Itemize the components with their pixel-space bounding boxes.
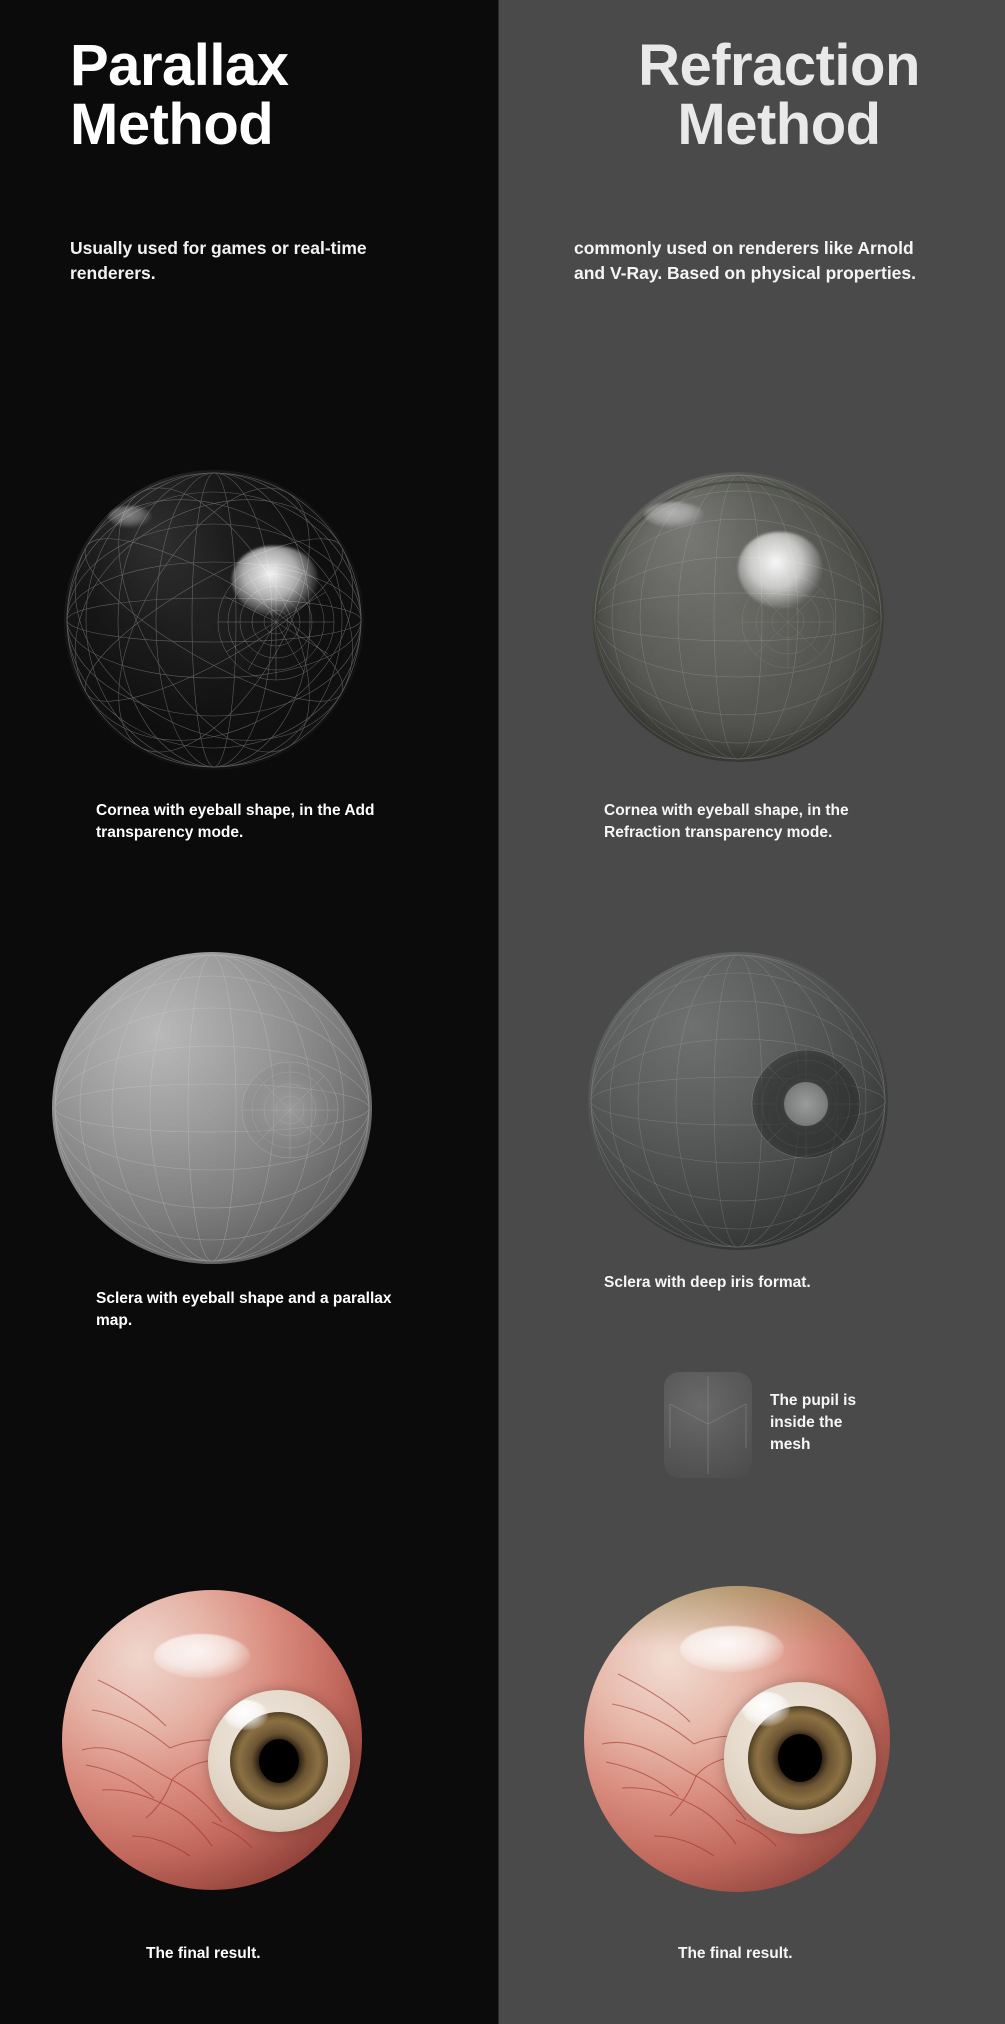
pupil bbox=[778, 1734, 822, 1782]
column-divider bbox=[498, 0, 499, 2024]
corneal-highlight bbox=[224, 1700, 268, 1730]
sclera-highlight bbox=[154, 1634, 250, 1678]
specular-highlight bbox=[232, 546, 318, 616]
pupil-mesh-render bbox=[664, 1372, 752, 1478]
refraction-sclera-render bbox=[588, 952, 888, 1250]
parallax-method-column bbox=[0, 0, 498, 2024]
refraction-method-column bbox=[498, 0, 1005, 2024]
pupil bbox=[259, 1739, 299, 1783]
parallax-step3-caption: The final result. bbox=[146, 1945, 261, 1962]
cube-wireframe bbox=[664, 1372, 752, 1478]
refraction-step3-caption: The pupil is inside the mesh bbox=[770, 1392, 857, 1453]
refraction-step2-caption: Sclera with deep iris format. bbox=[604, 1274, 811, 1291]
pupil-opening bbox=[784, 1082, 828, 1126]
cornea-sphere-add-mode bbox=[64, 470, 364, 770]
refraction-step1-caption: Cornea with eyeball shape, in the Refraction transparency mode. bbox=[604, 802, 849, 841]
parallax-step1-caption: Cornea with eyeball shape, in the Add transparency mode. bbox=[96, 802, 375, 841]
parallax-subtitle: Usually used for games or real-time renderers. bbox=[70, 238, 367, 284]
refraction-title: Refraction Method bbox=[638, 33, 920, 158]
parallax-final-render bbox=[62, 1590, 382, 1890]
wireframe-overlay bbox=[592, 472, 884, 762]
sclera-highlight bbox=[680, 1626, 784, 1672]
parallax-sclera-render bbox=[52, 952, 372, 1264]
refraction-step4-caption: The final result. bbox=[678, 1945, 793, 1962]
refraction-final-render bbox=[584, 1586, 904, 1896]
parallax-cornea-render bbox=[64, 470, 364, 770]
cornea-bulge bbox=[724, 1682, 876, 1834]
cornea-sphere-refraction-mode bbox=[592, 472, 884, 762]
specular-highlight bbox=[738, 532, 822, 608]
iris-dimple bbox=[242, 1062, 338, 1158]
sclera-deep-iris bbox=[588, 952, 888, 1250]
corneal-highlight bbox=[742, 1692, 790, 1726]
parallax-title: Parallax Method bbox=[70, 33, 289, 158]
parallax-step2-caption: Sclera with eyeball shape and a parallax map. bbox=[96, 1290, 392, 1329]
refraction-cornea-render bbox=[592, 472, 884, 762]
cornea-bulge bbox=[208, 1690, 350, 1832]
sclera-parallax-map bbox=[52, 952, 372, 1264]
rim-highlight bbox=[644, 502, 704, 528]
rim-highlight bbox=[108, 506, 152, 528]
refraction-subtitle: commonly used on renderers like Arnold and V-Ray. Based on physical properties. bbox=[574, 238, 917, 284]
pupil-cube-mesh bbox=[664, 1372, 752, 1478]
